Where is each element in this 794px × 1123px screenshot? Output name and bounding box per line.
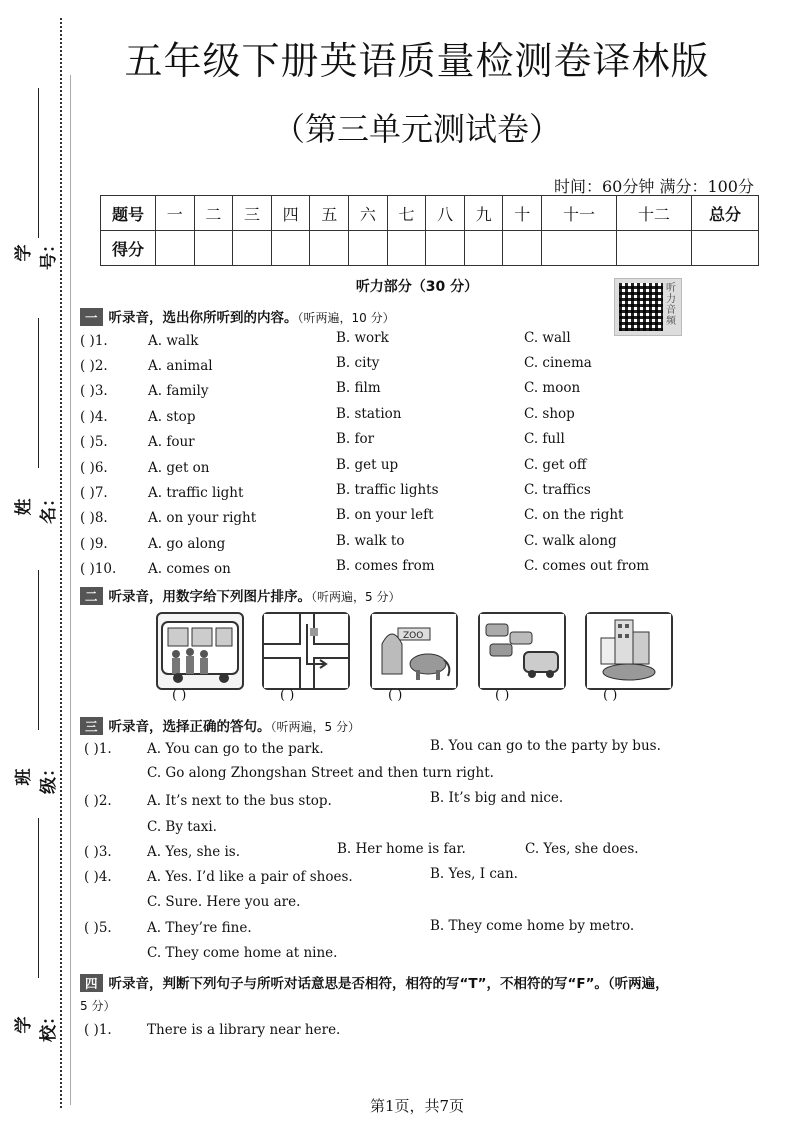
s3-option-a: A. It’s next to the bus stop. [147,793,332,809]
s3-option-b: B. It’s big and nice. [430,790,564,806]
s1-option-b: B. film [336,380,381,396]
picture-answer-blank[interactable]: ( ) [603,688,618,703]
score-header-cell: 四 [271,196,310,231]
section1-badge: 一 [80,308,103,326]
s3-option-c: C. Yes, she does. [525,841,639,857]
s3-question-number[interactable]: ( )1. [84,741,112,757]
binding-solid-line [70,75,71,1105]
score-row-label: 得分 [101,231,156,266]
student-id-label: 学号： [14,236,59,270]
s1-option-c: C. wall [524,330,571,346]
score-header-cell: 七 [387,196,426,231]
s1-option-b: B. walk to [336,533,405,549]
section2-instruction: 听录音，用数字给下列图片排序。 [108,589,312,605]
score-cell[interactable] [349,231,388,266]
s1-option-a: A. on your right [148,510,257,526]
section3-instruction: 听录音，选择正确的答句。 [108,719,271,735]
picture-road-map [262,612,350,690]
section1-heading [80,306,395,326]
s3-option-b: B. They come home by metro. [430,918,635,934]
s1-question-number[interactable]: ( )6. [80,460,108,476]
section3-badge: 三 [80,717,103,735]
qr-caption: 听力音频 [666,283,676,327]
score-header-cell: 十 [503,196,542,231]
s1-question-number[interactable]: ( )8. [80,510,108,526]
score-cell[interactable] [310,231,349,266]
score-table-score-row [101,231,759,266]
score-header-cell: 一 [156,196,195,231]
city-buildings-icon [587,614,671,688]
picture-answer-blank[interactable]: ( ) [280,688,295,703]
name-line[interactable] [38,318,39,468]
s1-option-c: C. walk along [524,533,617,549]
svg-text:ZOO: ZOO [403,631,424,641]
s1-option-c: C. get off [524,457,587,473]
s1-option-b: B. traffic lights [336,482,439,498]
s3-option-c: C. By taxi. [147,819,217,835]
score-cell[interactable] [233,231,272,266]
s1-option-a: A. walk [148,333,199,349]
score-cell[interactable] [692,231,759,266]
qr-code[interactable] [614,278,682,336]
s4-question-number[interactable]: ( )1. [84,1022,112,1038]
s1-option-a: A. traffic light [148,485,244,501]
section1-instruction: 听录音，选出你所听到的内容。 [108,310,298,326]
s1-option-a: A. animal [148,358,213,374]
score-header-cell: 十一 [542,196,617,231]
score-table-header-row [101,196,759,231]
section4-heading [80,972,669,992]
section1-note: （听两遍，10 分） [297,311,395,325]
score-cell[interactable] [464,231,503,266]
school-label: 学校： [14,1008,59,1042]
s3-option-a: A. You can go to the park. [147,741,324,757]
picture-answer-blank[interactable]: ( ) [495,688,510,703]
section2-heading [80,585,400,605]
section4-instruction: 听录音，判断下列句子与所听对话意思是否相符，相符的写“T”，不相符的写“F”。（听两遍， [108,976,669,992]
s1-option-b: B. get up [336,457,399,473]
qr-code-icon [619,283,663,331]
picture-answer-blank[interactable]: ( ) [172,688,187,703]
s3-question-number[interactable]: ( )3. [84,844,112,860]
s1-option-c: C. cinema [524,355,592,371]
section2-note: （听两遍，5 分） [311,590,401,604]
s3-question-number[interactable]: ( )5. [84,920,112,936]
page-footer: 第1页，共7页 [369,1097,465,1115]
section4-instruction-cont: 5 分） [80,999,116,1013]
road-map-icon [264,614,348,688]
s1-question-number[interactable]: ( )2. [80,358,108,374]
picture-bus [156,612,244,690]
score-header-cell: 五 [310,196,349,231]
s1-option-b: B. city [336,355,380,371]
s1-option-b: B. comes from [336,558,435,574]
s3-question-number[interactable]: ( )4. [84,869,112,885]
s1-option-c: C. on the right [524,507,624,523]
s3-option-b: B. You can go to the party by bus. [430,738,661,754]
score-header-cell: 九 [464,196,503,231]
s3-option-a: A. Yes, she is. [147,844,241,860]
s1-question-number[interactable]: ( )1. [80,333,108,349]
name-label: 姓名： [14,490,59,524]
s1-question-number[interactable]: ( )5. [80,434,108,450]
s1-option-b: B. on your left [336,507,434,523]
section3-heading [80,715,360,735]
picture-traffic [478,612,566,690]
score-cell[interactable] [542,231,617,266]
s1-option-c: C. full [524,431,565,447]
score-header-cell: 三 [233,196,272,231]
s1-option-b: B. work [336,330,389,346]
s3-option-b: B. Yes, I can. [430,866,518,882]
bus-scene-icon [158,614,242,688]
s1-question-number[interactable]: ( )4. [80,409,108,425]
picture-answer-blank[interactable]: ( ) [388,688,403,703]
class-line[interactable] [38,570,39,730]
score-cell[interactable] [426,231,465,266]
score-cell[interactable] [194,231,233,266]
school-line[interactable] [38,818,39,978]
score-header-cell: 题号 [101,196,156,231]
score-cell[interactable] [617,231,692,266]
s3-option-c: C. They come home at nine. [147,945,338,961]
score-header-cell: 六 [349,196,388,231]
section3-note: （听两遍，5 分） [270,720,360,734]
score-header-cell: 八 [426,196,465,231]
s1-option-a: A. stop [148,409,196,425]
s1-option-c: C. comes out from [524,558,650,574]
score-header-cell: 十二 [617,196,692,231]
s3-option-c: C. Sure. Here you are. [147,894,301,910]
s1-question-number[interactable]: ( )7. [80,485,108,501]
traffic-jam-icon [480,614,564,688]
s3-question-number[interactable]: ( )2. [84,793,112,809]
score-cell[interactable] [156,231,195,266]
picture-zoo [370,612,458,690]
section2-badge: 二 [80,587,103,605]
score-cell[interactable] [271,231,310,266]
listening-section-title: 听力部分（30 分） [355,279,479,295]
page-title: 五年级下册英语质量检测卷译林版 [124,39,710,83]
time-info: 时间：60分钟 满分：100分 [554,177,754,196]
binding-dotted-line [60,18,62,1108]
s1-option-a: A. family [148,383,209,399]
s1-option-c: C. traffics [524,482,591,498]
s3-option-c: C. Go along Zhongshan Street and then turn right. [147,765,494,781]
s1-option-b: B. for [336,431,375,447]
s1-question-number[interactable]: ( )3. [80,383,108,399]
s1-option-c: C. moon [524,380,581,396]
class-label: 班级： [14,760,59,794]
s3-option-a: A. They’re fine. [147,920,252,936]
score-header-cell: 总分 [692,196,759,231]
s1-question-number[interactable]: ( )9. [80,536,108,552]
score-cell[interactable] [387,231,426,266]
s1-option-b: B. station [336,406,402,422]
s1-question-number[interactable]: ( )10. [80,561,117,577]
s1-option-a: A. go along [148,536,226,552]
section4-badge: 四 [80,974,103,992]
s4-statement: There is a library near here. [147,1022,341,1038]
score-cell[interactable] [503,231,542,266]
picture-city [585,612,673,690]
s1-option-a: A. four [148,434,195,450]
s1-option-c: C. shop [524,406,575,422]
s3-option-b: B. Her home is far. [337,841,466,857]
score-header-cell: 二 [194,196,233,231]
page-subtitle: （第三单元测试卷） [272,110,561,148]
s1-option-a: A. get on [148,460,210,476]
zoo-scene-icon [372,614,456,688]
s3-option-a: A. Yes. I’d like a pair of shoes. [147,869,353,885]
s1-option-a: A. comes on [148,561,231,577]
score-table [100,195,759,266]
